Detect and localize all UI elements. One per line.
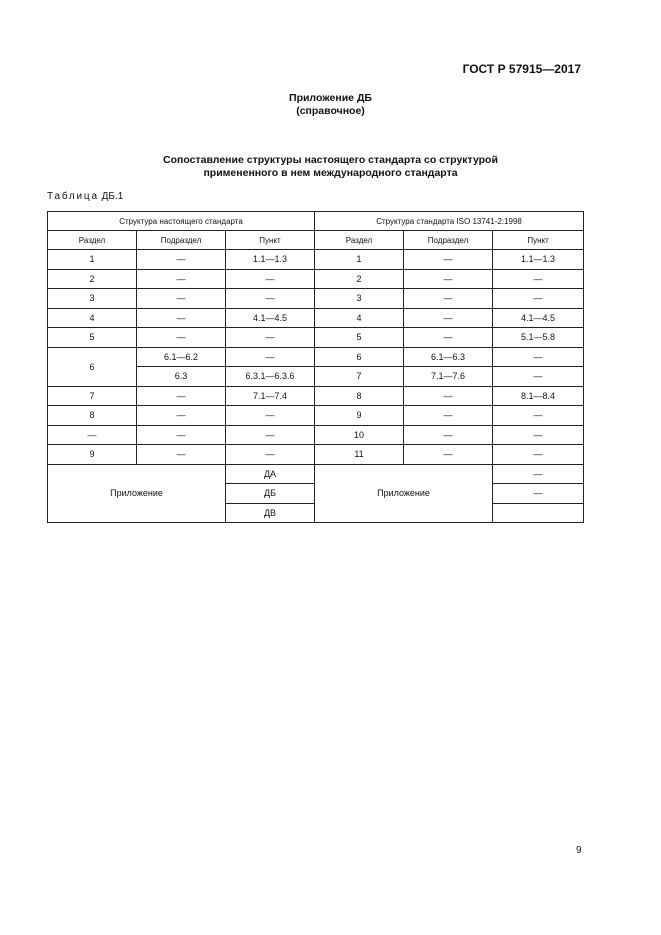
column-header: Подраздел <box>137 231 226 250</box>
table-cell: — <box>137 250 226 270</box>
appendix-label-this-standard: Приложение <box>48 464 226 523</box>
table-cell: — <box>493 289 584 309</box>
table-cell: — <box>404 406 493 426</box>
table-cell: 11 <box>315 445 404 465</box>
appendix-cell: ДБ <box>226 484 315 504</box>
table-cell: 2 <box>48 269 137 289</box>
table-cell: — <box>404 289 493 309</box>
table-cell: — <box>493 347 584 367</box>
table-row <box>48 347 584 367</box>
table-row <box>48 289 584 309</box>
table-cell: — <box>493 367 584 387</box>
document-title-line-2: примененного в нем международного стандарта <box>203 167 458 179</box>
table-cell: — <box>226 269 315 289</box>
table-cell: 4 <box>315 308 404 328</box>
appendix-cell: — <box>493 484 584 504</box>
table-caption-id: ДБ.1 <box>101 191 124 202</box>
table-row <box>48 250 584 270</box>
table-cell: — <box>226 445 315 465</box>
table-cell: — <box>226 347 315 367</box>
table-cell: 8.1—8.4 <box>493 386 584 406</box>
table-cell: 5.1—5.8 <box>493 328 584 348</box>
table-cell: 9 <box>315 406 404 426</box>
table-cell: — <box>137 445 226 465</box>
table-row <box>48 328 584 348</box>
table-cell: — <box>493 406 584 426</box>
table-cell: 7.1—7.6 <box>404 367 493 387</box>
annex-title: Приложение ДБ <box>289 92 372 104</box>
appendix-cell: ДВ <box>226 503 315 523</box>
table-cell: 5 <box>48 328 137 348</box>
table-cell: — <box>493 425 584 445</box>
table-cell: — <box>137 308 226 328</box>
table-cell: 10 <box>315 425 404 445</box>
table-cell: — <box>226 406 315 426</box>
table-cell: — <box>404 269 493 289</box>
table-cell: 6.3 <box>137 367 226 387</box>
table-row <box>48 386 584 406</box>
table-cell: 2 <box>315 269 404 289</box>
column-header: Раздел <box>315 231 404 250</box>
table-caption-prefix: Таблица <box>47 191 99 202</box>
table-cell: 8 <box>315 386 404 406</box>
group-header-iso-standard: Структура стандарта ISO 13741-2:1998 <box>315 212 584 231</box>
standard-number: ГОСТ Р 57915—2017 <box>462 62 581 76</box>
table-cell: — <box>404 386 493 406</box>
table-cell: 1.1—1.3 <box>226 250 315 270</box>
table-cell: — <box>137 425 226 445</box>
table-cell: — <box>404 445 493 465</box>
annex-heading <box>0 92 661 118</box>
table-cell-merged: 6 <box>48 347 137 386</box>
table-cell: — <box>137 406 226 426</box>
table-cell: 8 <box>48 406 137 426</box>
document-title-line-1: Сопоставление структуры настоящего стандарта со структурой <box>163 154 498 166</box>
page-number: 9 <box>576 845 582 856</box>
table-cell: 1.1—1.3 <box>493 250 584 270</box>
table-cell: 4 <box>48 308 137 328</box>
table-cell: — <box>404 250 493 270</box>
table-cell: 5 <box>315 328 404 348</box>
table-row <box>48 308 584 328</box>
appendix-cell: ДА <box>226 464 315 484</box>
table-cell: — <box>48 425 137 445</box>
annex-subtitle: (справочное) <box>296 105 365 117</box>
table-cell: 4.1—4.5 <box>493 308 584 328</box>
table-cell: — <box>404 328 493 348</box>
table-cell: 7.1—7.4 <box>226 386 315 406</box>
table-cell: 6.3.1—6.3.6 <box>226 367 315 387</box>
comparison-table <box>47 211 584 523</box>
table-cell: — <box>404 308 493 328</box>
table-cell: — <box>137 328 226 348</box>
column-header: Подраздел <box>404 231 493 250</box>
table-cell: 7 <box>48 386 137 406</box>
group-header-row <box>48 212 584 231</box>
table-cell: 9 <box>48 445 137 465</box>
table-cell: 6.1—6.2 <box>137 347 226 367</box>
table-row <box>48 445 584 465</box>
table-cell: — <box>137 269 226 289</box>
table-cell: — <box>226 289 315 309</box>
table-cell: 1 <box>48 250 137 270</box>
table-cell: 7 <box>315 367 404 387</box>
table-cell: 6.1—6.3 <box>404 347 493 367</box>
table-cell: 1 <box>315 250 404 270</box>
table-row <box>48 406 584 426</box>
column-header: Раздел <box>48 231 137 250</box>
table-row <box>48 269 584 289</box>
column-header: Пункт <box>226 231 315 250</box>
appendix-cell: — <box>493 464 584 484</box>
table-cell: 4.1—4.5 <box>226 308 315 328</box>
table-cell: — <box>493 445 584 465</box>
table-cell: — <box>137 289 226 309</box>
table-cell: — <box>226 425 315 445</box>
appendix-cell <box>493 503 584 523</box>
table-cell: 6 <box>315 347 404 367</box>
table-cell: — <box>404 425 493 445</box>
document-title <box>0 154 661 180</box>
table-cell: 3 <box>48 289 137 309</box>
column-header-row <box>48 231 584 250</box>
table-cell: 3 <box>315 289 404 309</box>
appendix-label-iso-standard: Приложение <box>315 464 493 523</box>
appendix-row <box>48 464 584 484</box>
table-cell: — <box>137 386 226 406</box>
group-header-this-standard: Структура настоящего стандарта <box>48 212 315 231</box>
table-caption <box>47 191 123 202</box>
table-cell: — <box>493 269 584 289</box>
table-cell: — <box>226 328 315 348</box>
column-header: Пункт <box>493 231 584 250</box>
table-row <box>48 425 584 445</box>
